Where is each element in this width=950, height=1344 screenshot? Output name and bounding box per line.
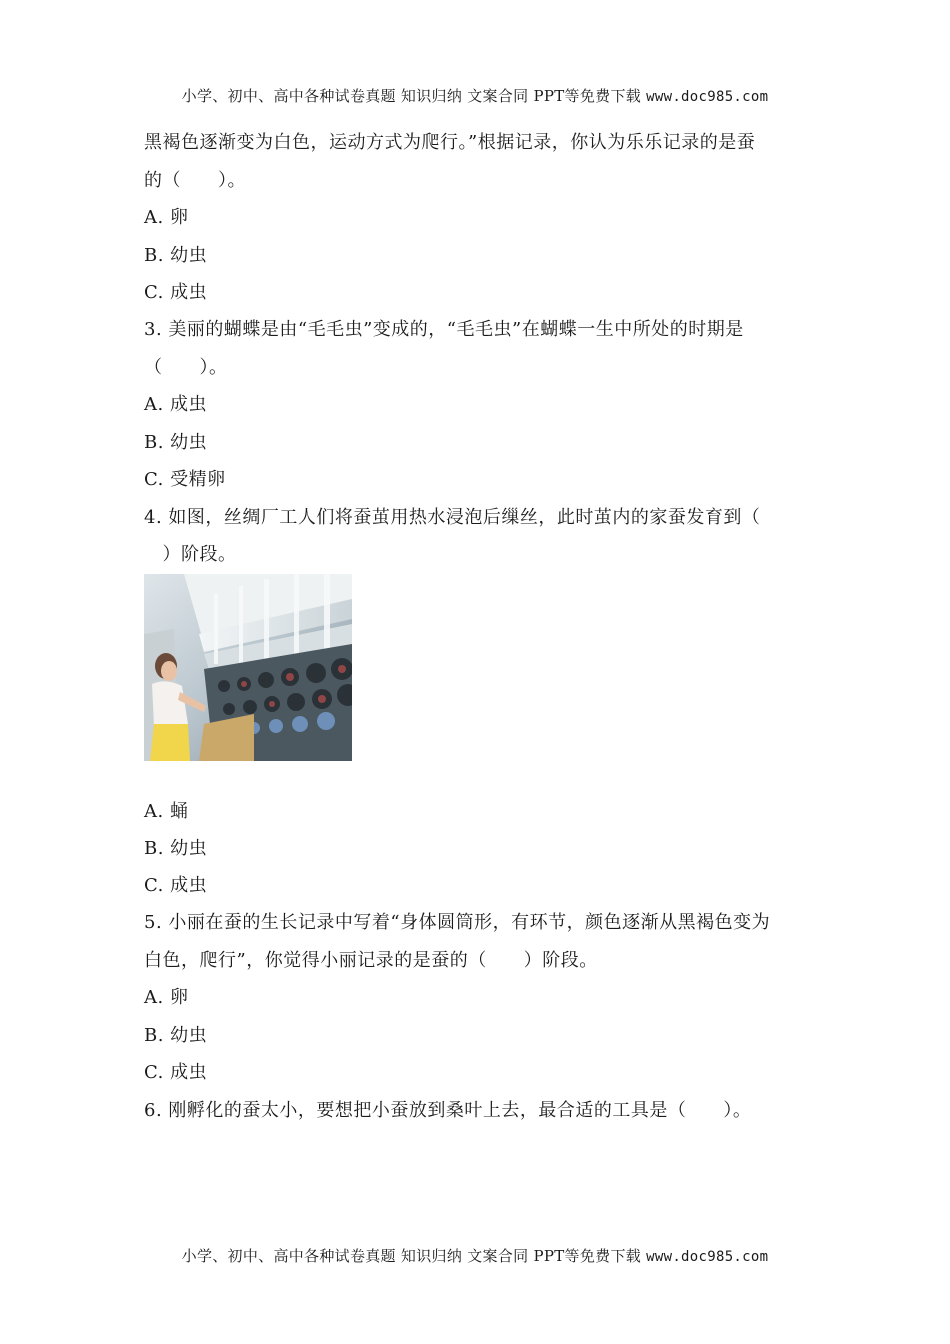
- footer-text: 小学、初中、高中各种试卷真题 知识归纳 文案合同 PPT等免费下载: [181, 1247, 642, 1265]
- header-url[interactable]: www.doc985.com: [646, 89, 769, 105]
- footer-url[interactable]: www.doc985.com: [646, 1249, 769, 1265]
- page-header: [0, 85, 950, 106]
- q4-option-a: A. 蛹: [144, 801, 189, 822]
- q5-option-b: B. 幼虫: [144, 1025, 208, 1046]
- q5-option-c: C. 成虫: [144, 1062, 208, 1083]
- q5-stem-line1: 5. 小丽在蚕的生长记录中写着“身体圆筒形，有环节，颜色逐渐从黑褐色变为: [144, 912, 771, 933]
- q3-option-c: C. 受精卵: [144, 469, 226, 490]
- page-footer: [0, 1245, 950, 1266]
- q2-option-a: A. 卵: [144, 207, 189, 228]
- q2-stem-line1: 黑褐色逐渐变为白色，运动方式为爬行。”根据记录，你认为乐乐记录的是蚕: [144, 132, 756, 153]
- header-text: 小学、初中、高中各种试卷真题 知识归纳 文案合同 PPT等免费下载: [181, 87, 642, 105]
- q3-stem-line1: 3. 美丽的蝴蝶是由“毛毛虫”变成的，“毛毛虫”在蝴蝶一生中所处的时期是: [144, 319, 744, 340]
- q4-stem-line1: 4. 如图，丝绸厂工人们将蚕茧用热水浸泡后缫丝，此时茧内的家蚕发育到（: [144, 507, 761, 528]
- q3-option-a: A. 成虫: [144, 394, 207, 415]
- q2-option-b: B. 幼虫: [144, 245, 208, 266]
- q2-option-c: C. 成虫: [144, 282, 208, 303]
- silk-factory-photo: [144, 574, 352, 761]
- q3-stem-line2: （ ）。: [144, 357, 228, 378]
- q4-stem-line2: ）阶段。: [144, 544, 237, 565]
- q4-option-c: C. 成虫: [144, 875, 208, 896]
- q2-stem-line2: 的（ ）。: [144, 170, 246, 191]
- q4-option-b: B. 幼虫: [144, 838, 208, 859]
- q5-stem-line2: 白色，爬行”，你觉得小丽记录的是蚕的（ ）阶段。: [144, 950, 598, 971]
- q3-option-b: B. 幼虫: [144, 432, 208, 453]
- q6-stem-line1: 6. 刚孵化的蚕太小，要想把小蚕放到桑叶上去，最合适的工具是（ ）。: [144, 1100, 752, 1121]
- q5-option-a: A. 卵: [144, 987, 189, 1008]
